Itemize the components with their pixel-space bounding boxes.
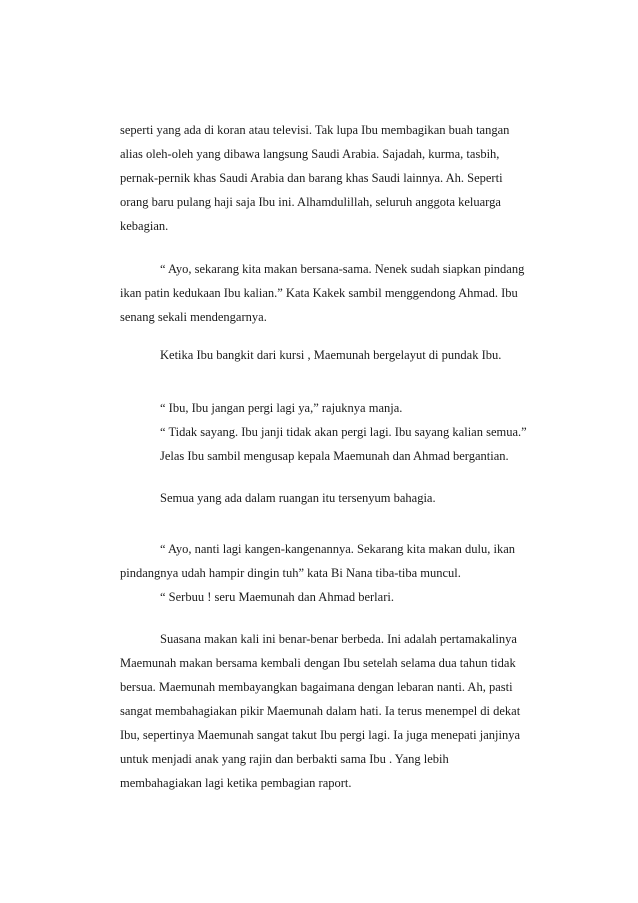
text-line: Semua yang ada dalam ruangan itu tersenyum bahagia.	[160, 491, 436, 505]
paragraph-6	[120, 537, 550, 609]
paragraph-7	[120, 627, 550, 795]
text-line: pernak-pernik khas Saudi Arabia dan barang khas Saudi lainnya. Ah. Seperti	[120, 171, 503, 185]
text-line: “ Tidak sayang. Ibu janji tidak akan pergi lagi. Ibu sayang kalian semua.”	[160, 425, 527, 439]
text-line: membahagiakan lagi ketika pembagian raport.	[120, 776, 352, 790]
text-line: Maemunah makan bersama kembali dengan Ibu setelah selama dua tahun tidak	[120, 656, 516, 670]
text-line: alias oleh-oleh yang dibawa langsung Saudi Arabia. Sajadah, kurma, tasbih,	[120, 147, 500, 161]
text-line: “ Ayo, nanti lagi kangen-kangenannya. Sekarang kita makan dulu, ikan	[160, 542, 515, 556]
paragraph-5	[120, 486, 550, 510]
text-line: seperti yang ada di koran atau televisi. Tak lupa Ibu membagikan buah tangan	[120, 123, 510, 137]
text-line: Suasana makan kali ini benar-benar berbeda. Ini adalah pertamakalinya	[160, 632, 517, 646]
paragraph-3	[120, 343, 550, 367]
text-line: “ Serbuu ! seru Maemunah dan Ahmad berlari.	[160, 590, 394, 604]
text-line: “ Ayo, sekarang kita makan bersana-sama. Nenek sudah siapkan pindang	[160, 262, 525, 276]
text-line: senang sekali mendengarnya.	[120, 310, 267, 324]
paragraph-1	[120, 118, 550, 238]
text-line: ikan patin kedukaan Ibu kalian.” Kata Kakek sambil menggendong Ahmad. Ibu	[120, 286, 518, 300]
text-line: Jelas Ibu sambil mengusap kepala Maemunah dan Ahmad bergantian.	[160, 449, 509, 463]
paragraph-2	[120, 257, 550, 329]
text-line: pindangnya udah hampir dingin tuh” kata Bi Nana tiba-tiba muncul.	[120, 566, 461, 580]
text-line: orang baru pulang haji saja Ibu ini. Alhamdulillah, seluruh anggota keluarga	[120, 195, 501, 209]
paragraph-4	[120, 396, 550, 468]
text-line: Ibu, sepertinya Maemunah sangat takut Ibu pergi lagi. Ia juga menepati janjinya	[120, 728, 520, 742]
text-line: bersua. Maemunah membayangkan bagaimana dengan lebaran nanti. Ah, pasti	[120, 680, 513, 694]
text-line: Ketika Ibu bangkit dari kursi , Maemunah bergelayut di pundak Ibu.	[160, 348, 502, 362]
text-line: kebagian.	[120, 219, 169, 233]
text-line: sangat membahagiakan pikir Maemunah dalam hati. Ia terus menempel di dekat	[120, 704, 521, 718]
text-line: “ Ibu, Ibu jangan pergi lagi ya,” rajuknya manja.	[160, 401, 403, 415]
text-line: untuk menjadi anak yang rajin dan berbakti sama Ibu . Yang lebih	[120, 752, 449, 766]
